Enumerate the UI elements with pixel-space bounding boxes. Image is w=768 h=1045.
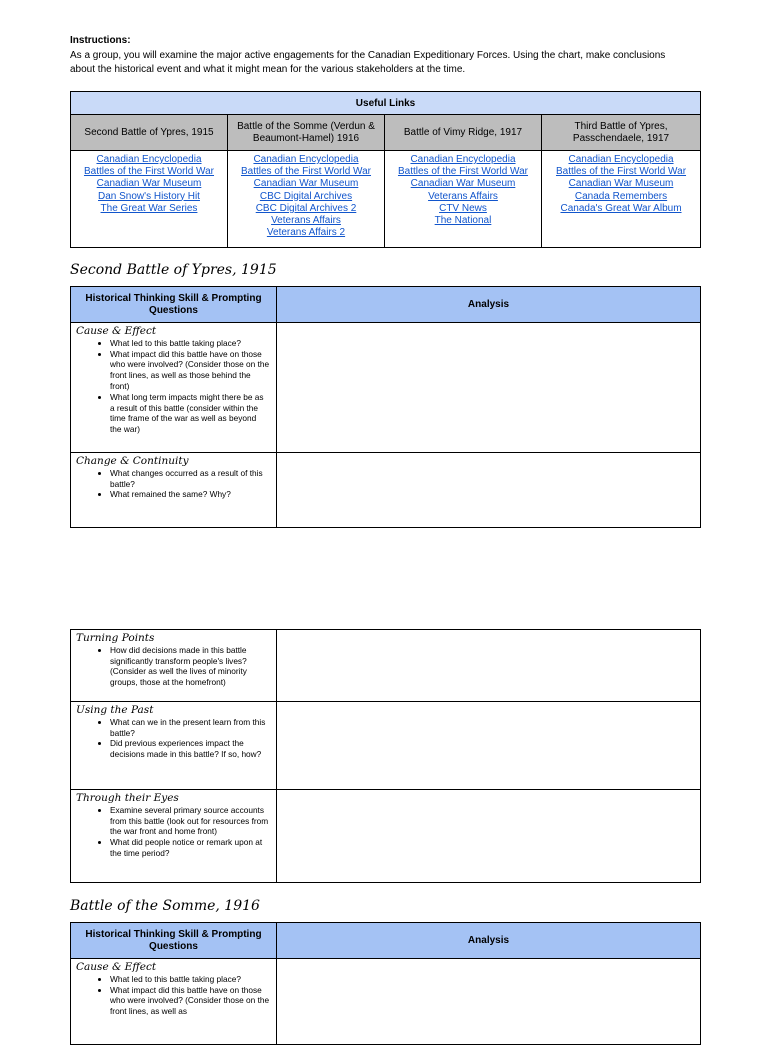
- question: • What changes occurred as a result of this battle?: [110, 468, 270, 490]
- link[interactable]: Canadian War Museum: [410, 178, 516, 190]
- link[interactable]: Canada's Great War Album: [560, 202, 682, 214]
- analysis-input-cell[interactable]: [277, 453, 701, 528]
- skill-cell-cause-effect: [71, 959, 277, 1045]
- question: • What led to this battle taking place?: [110, 338, 270, 349]
- link[interactable]: Veterans Affairs: [271, 215, 341, 227]
- link[interactable]: Canadian War Museum: [253, 178, 359, 190]
- link[interactable]: Canada Remembers: [574, 190, 668, 202]
- skill-name: Turning Points: [76, 632, 155, 644]
- useful-links-table: [70, 91, 701, 248]
- link[interactable]: CTV News: [439, 202, 487, 214]
- question: • What impact did this battle have on those who were involved? (Consider those on the front lines, as well as: [110, 985, 270, 1017]
- question: • Did previous experiences impact the decisions made in this battle? If so, how?: [110, 738, 270, 760]
- link[interactable]: CBC Digital Archives: [259, 190, 353, 202]
- link[interactable]: Canadian Encyclopedia: [253, 154, 359, 165]
- analysis-input-cell[interactable]: [277, 790, 701, 883]
- header-skill: Historical Thinking Skill & Prompting Questions: [71, 923, 277, 959]
- skill-name: Cause & Effect: [76, 325, 157, 337]
- links-list-somme-1916: [228, 151, 385, 248]
- header-skill: Historical Thinking Skill & Prompting Questions: [71, 287, 277, 323]
- section-title-somme: Battle of the Somme, 1916: [70, 898, 260, 914]
- links-list-vimy-1917: [385, 151, 542, 248]
- link[interactable]: Battles of the First World War: [240, 166, 372, 178]
- analysis-input-cell[interactable]: [277, 630, 701, 702]
- analysis-table-somme: [70, 922, 701, 1045]
- links-list-passchendaele-1917: [542, 151, 701, 248]
- analysis-input-cell[interactable]: [277, 959, 701, 1045]
- question: • What impact did this battle have on those who were involved? (Consider those on the front lines, as well as those behind the front): [110, 349, 270, 392]
- skill-cell-using-the-past: [71, 702, 277, 790]
- instructions-text: As a group, you will examine the major active engagements for the Canadian Expeditionary Forces. Using the chart, make conclusions about the historical event and what it might mean for the various stakeholders at the time.: [70, 50, 666, 75]
- section-title-ypres: Second Battle of Ypres, 1915: [70, 262, 277, 278]
- analysis-table-ypres-continued: [70, 629, 701, 883]
- link[interactable]: CBC Digital Archives 2: [255, 202, 357, 214]
- links-list-ypres-1915: [71, 151, 228, 248]
- question: • What remained the same? Why?: [110, 489, 270, 500]
- question: • What long term impacts might there be as a result of this battle (consider within the time frame of the war as well as beyond the war): [110, 392, 270, 435]
- instructions-title: Instructions:: [70, 35, 131, 46]
- skill-cell-turning-points: [71, 630, 277, 702]
- skill-cell-change-continuity: [71, 453, 277, 528]
- link[interactable]: Veterans Affairs: [428, 190, 498, 202]
- link[interactable]: Battles of the First World War: [555, 166, 687, 178]
- skill-cell-through-their-eyes: [71, 790, 277, 883]
- question: • Examine several primary source accounts from this battle (look out for resources from the war front and home front): [110, 805, 270, 837]
- question: • What did people notice or remark upon at the time period?: [110, 837, 270, 859]
- useful-links-title: Useful Links: [71, 92, 701, 115]
- question: • What led to this battle taking place?: [110, 974, 270, 985]
- header-analysis: Analysis: [277, 287, 701, 323]
- links-header-ypres-1915: Second Battle of Ypres, 1915: [71, 115, 228, 151]
- link[interactable]: Canadian Encyclopedia: [96, 154, 202, 165]
- question: • What can we in the present learn from this battle?: [110, 717, 270, 739]
- analysis-input-cell[interactable]: [277, 323, 701, 453]
- question: • How did decisions made in this battle significantly transform people's lives? (Consider as well the lives of minority groups, those at the homefront): [110, 645, 270, 688]
- skill-name: Using the Past: [76, 704, 154, 716]
- skill-name: Cause & Effect: [76, 961, 157, 973]
- link[interactable]: Battles of the First World War: [83, 166, 215, 178]
- links-header-somme-1916: Battle of the Somme (Verdun & Beaumont-Hamel) 1916: [228, 115, 385, 151]
- link[interactable]: Canadian Encyclopedia: [568, 154, 674, 165]
- header-analysis: Analysis: [277, 923, 701, 959]
- skill-cell-cause-effect: [71, 323, 277, 453]
- link[interactable]: Battles of the First World War: [397, 166, 529, 178]
- analysis-table-ypres: [70, 286, 701, 528]
- link[interactable]: Veterans Affairs 2: [266, 227, 346, 239]
- link[interactable]: Canadian Encyclopedia: [410, 154, 516, 165]
- links-header-vimy-1917: Battle of Vimy Ridge, 1917: [385, 115, 542, 151]
- link[interactable]: Canadian War Museum: [96, 178, 202, 190]
- skill-name: Through their Eyes: [76, 792, 179, 804]
- link[interactable]: Dan Snow's History Hit: [98, 190, 200, 202]
- links-header-passchendaele-1917: Third Battle of Ypres, Passchendaele, 1917: [542, 115, 701, 151]
- analysis-input-cell[interactable]: [277, 702, 701, 790]
- link[interactable]: The National: [434, 215, 492, 227]
- link[interactable]: Canadian War Museum: [568, 178, 674, 190]
- link[interactable]: The Great War Series: [100, 202, 198, 214]
- skill-name: Change & Continuity: [76, 455, 189, 467]
